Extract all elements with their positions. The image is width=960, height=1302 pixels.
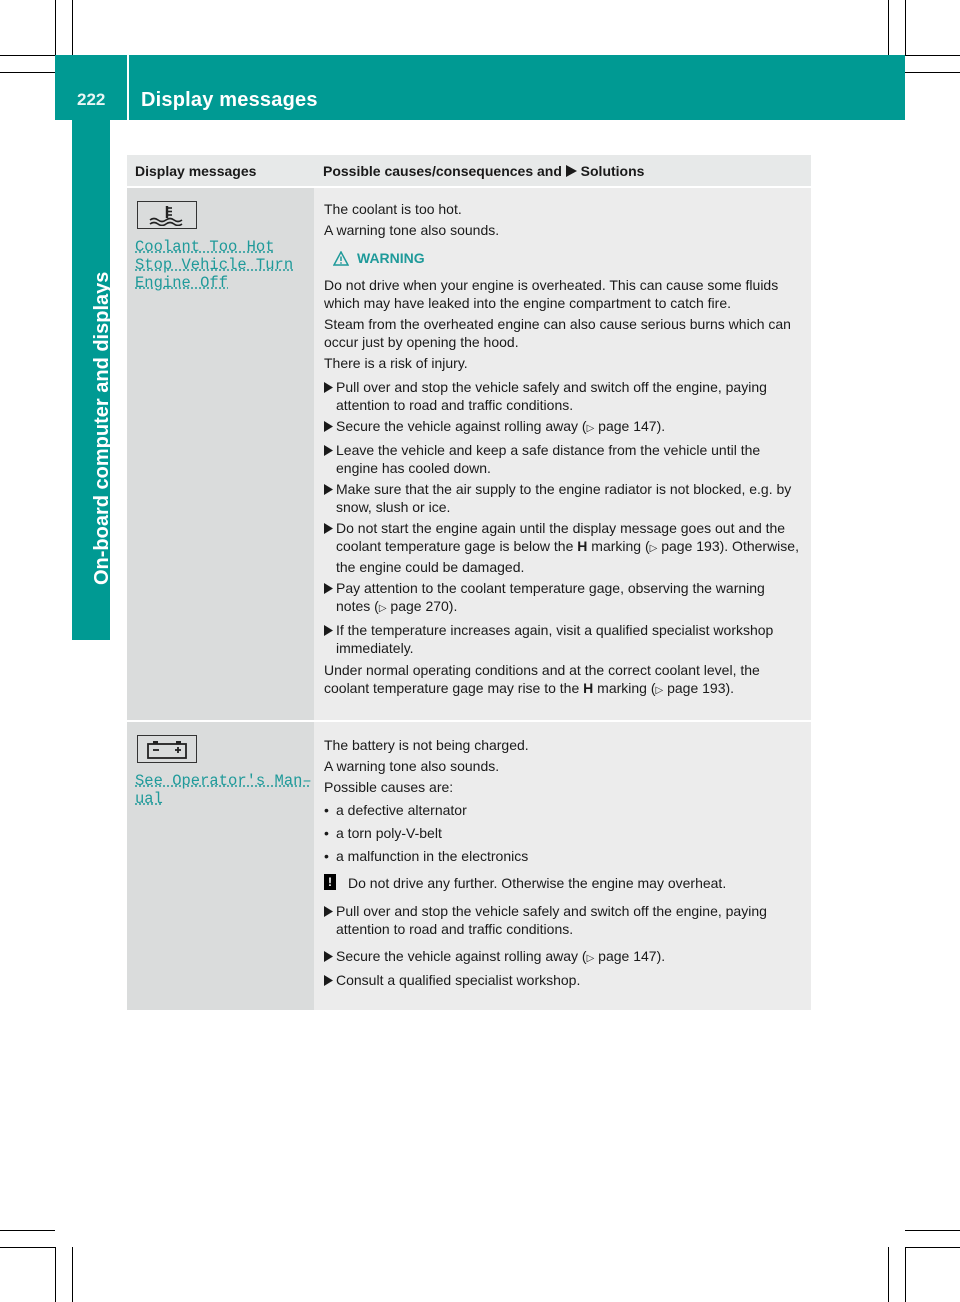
table-header [127, 155, 811, 188]
cause-text: The coolant is too hot. [324, 201, 462, 217]
crop-mark [905, 1247, 960, 1248]
crop-mark [888, 1247, 889, 1302]
crop-mark [905, 72, 960, 73]
step-arrow-icon [324, 421, 333, 432]
display-message-text [135, 772, 312, 808]
crop-mark [905, 0, 906, 55]
warning-text: Steam from the overheated engine can also cause serious burns which can occur just by opening the hood. [324, 316, 791, 350]
page-ref-triangle-icon: ▷ [586, 423, 595, 434]
crop-mark [72, 1247, 73, 1302]
cause-bullet: • a torn poly-V-belt [324, 825, 442, 841]
crop-mark [888, 0, 889, 55]
crop-mark [0, 1247, 55, 1248]
bullet-text: a torn poly-V-belt [336, 825, 442, 841]
solution-text: Consult a qualified specialist workshop. [336, 972, 581, 988]
solution-step [324, 579, 801, 618]
crop-mark [55, 1247, 56, 1302]
display-line: ual [135, 790, 163, 808]
table-row [127, 188, 811, 722]
solution-text: Pay attention to the coolant temperature gage, observing the warning notes ( [336, 580, 765, 614]
page-header [55, 55, 905, 120]
crop-mark [905, 1230, 960, 1231]
crop-mark [0, 1230, 55, 1231]
solution-text: Secure the vehicle against rolling away ( [336, 418, 587, 434]
solution-text: Do not start the engine again until the display message goes out and the coolant temperature gage is below the [336, 520, 786, 554]
solutions-arrow-icon [566, 165, 577, 177]
solution-text: If the temperature increases again, visit a qualified specialist workshop immediately. [336, 622, 774, 656]
step-arrow-icon [324, 951, 333, 962]
step-arrow-icon [324, 975, 333, 986]
page-ref-triangle-icon: ▷ [655, 685, 664, 696]
battery-icon [137, 735, 197, 763]
col-header-display-messages: Display messages [135, 163, 257, 179]
cause-bullet: • a malfunction in the electronics [324, 848, 529, 864]
chapter-title: On-board computer and displays [91, 271, 113, 585]
notice [324, 874, 801, 892]
display-message-text [135, 238, 306, 292]
solution-step [324, 902, 801, 938]
display-line: See Operator's Man– [135, 772, 312, 790]
bullet-text: a defective alternator [336, 802, 467, 818]
display-line: Stop Vehicle Turn [135, 256, 294, 274]
cause-bullet: • a defective alternator [324, 802, 467, 818]
crop-mark [55, 0, 56, 55]
solution-step [324, 441, 801, 477]
col-header-solutions-text: Solutions [576, 163, 645, 179]
h-marking: H [577, 538, 588, 554]
display-line: Engine Off [135, 274, 229, 292]
crop-mark [905, 55, 960, 56]
solution-step [324, 378, 801, 414]
cause-text: The battery is not being charged. [324, 737, 529, 753]
exclamation-icon: ! [324, 874, 336, 890]
coolant-temperature-icon [137, 201, 197, 229]
page-reference[interactable]: page 147). [594, 948, 666, 964]
crop-mark [72, 0, 73, 55]
cause-text: A warning tone also sounds. [324, 222, 500, 238]
warning-text: Do not drive when your engine is overheated. This can cause some fluids which may have leaked into the engine compartment to catch fire. [324, 277, 779, 311]
solution-step [324, 947, 801, 968]
solution-step [324, 480, 801, 516]
page-ref-triangle-icon: ▷ [649, 543, 658, 554]
table-row [127, 722, 811, 1012]
page-ref-triangle-icon: ▷ [586, 953, 595, 964]
solution-text: marking ( [587, 538, 650, 554]
solution-text: Pull over and stop the vehicle safely and switch off the engine, paying attention to road and traffic conditions. [336, 903, 767, 937]
page-number: 222 [77, 90, 106, 109]
notice-text: Do not drive any further. Otherwise the engine may overheat. [348, 875, 727, 891]
footnote-text [324, 661, 801, 700]
step-arrow-icon [324, 382, 333, 393]
footnote-part: marking ( [593, 680, 656, 696]
solution-text: Make sure that the air supply to the engine radiator is not blocked, e.g. by snow, slush or ice. [336, 481, 792, 515]
cause-text: A warning tone also sounds. [324, 758, 500, 774]
page-reference[interactable]: page 193). Otherwise, the engine could be damaged. [336, 538, 799, 575]
page-title: Display messages [141, 89, 318, 111]
solution-text: Leave the vehicle and keep a safe distance from the vehicle until the engine has cooled down. [336, 442, 761, 476]
bullet-text: a malfunction in the electronics [336, 848, 529, 864]
step-arrow-icon [324, 625, 333, 636]
warning-triangle-icon [333, 251, 349, 266]
col-header-causes [314, 155, 811, 186]
warning-label: WARNING [357, 250, 425, 266]
causes-solutions-cell [314, 188, 811, 720]
crop-mark [0, 55, 55, 56]
page-ref-triangle-icon: ▷ [378, 603, 387, 614]
footnote-part: Under normal operating conditions and at the correct coolant level, the coolant temperature gage may rise to the [324, 662, 760, 696]
warning-text: There is a risk of injury. [324, 355, 468, 371]
cause-text: Possible causes are: [324, 779, 454, 795]
step-arrow-icon [324, 445, 333, 456]
step-arrow-icon [324, 583, 333, 594]
solution-step [324, 519, 801, 576]
display-messages-table [127, 155, 811, 1012]
warning-heading [333, 249, 801, 267]
h-marking: H [583, 680, 594, 696]
step-arrow-icon [324, 906, 333, 917]
display-message-cell [127, 188, 314, 720]
page-reference[interactable]: page 193). [663, 680, 735, 696]
solution-step [324, 971, 801, 990]
crop-mark [905, 1247, 906, 1302]
page-reference[interactable]: page 147). [594, 418, 666, 434]
solution-step [324, 621, 801, 657]
solution-text: Secure the vehicle against rolling away ( [336, 948, 587, 964]
col-header-causes-text: Possible causes/consequences and [323, 163, 566, 179]
display-line: Coolant Too Hot [135, 238, 275, 256]
crop-mark [0, 72, 55, 73]
causes-solutions-cell [314, 722, 811, 1010]
step-arrow-icon [324, 523, 333, 534]
step-arrow-icon [324, 484, 333, 495]
display-message-cell [127, 722, 314, 1010]
solution-step [324, 417, 801, 438]
page-reference[interactable]: page 270). [386, 598, 458, 614]
solution-text: Pull over and stop the vehicle safely and switch off the engine, paying attention to road and traffic conditions. [336, 379, 767, 413]
header-divider [127, 55, 129, 120]
